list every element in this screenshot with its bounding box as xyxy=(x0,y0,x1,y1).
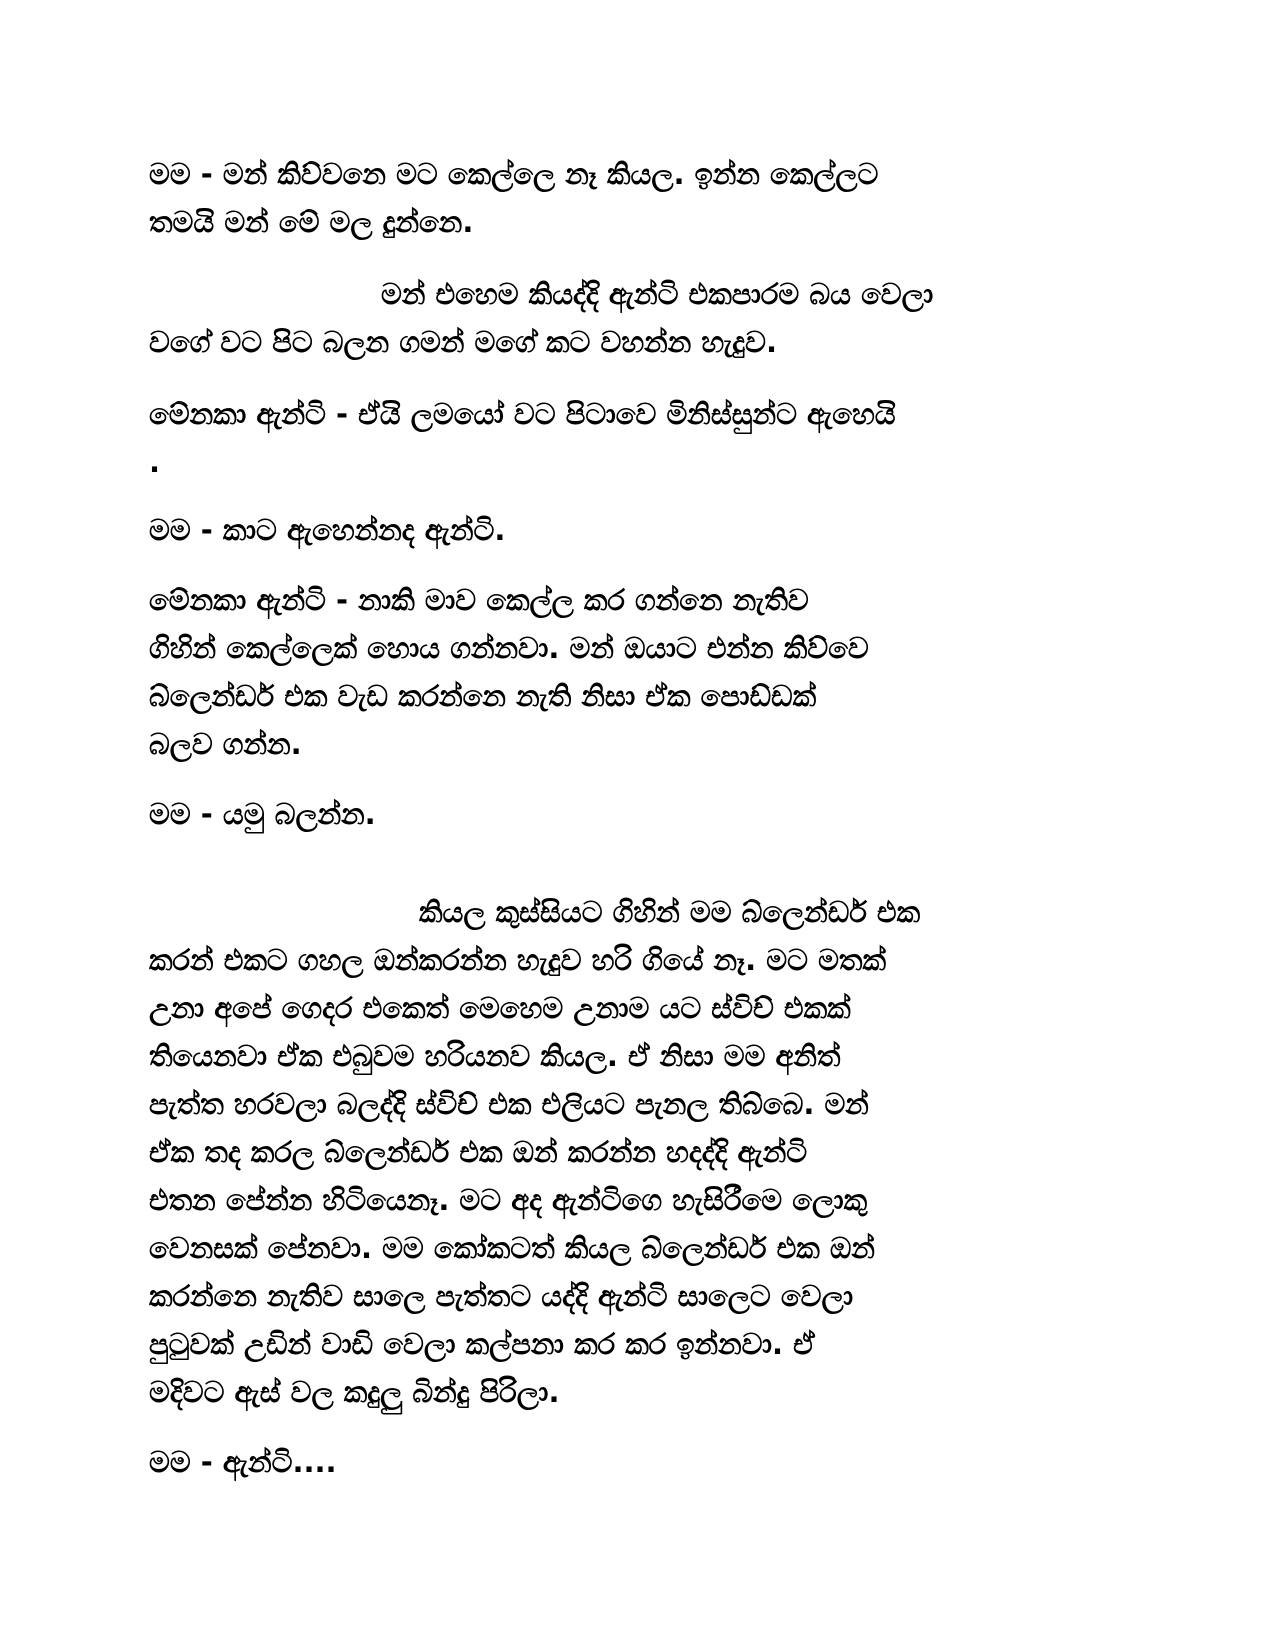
paragraph-dialogue-5 xyxy=(149,790,1109,838)
text-line: ගිහින් කෙල්ලෙක් හොය ගන්නවා. මන් ඔයාට එන්න කිව්වෙ xyxy=(149,631,869,665)
text-line: මම - මන් කිව්වනෙ මට කෙල්ලෙ නෑ කියල. ඉන්න කෙල්ලට xyxy=(149,157,879,191)
text-line: වගේ වට පිට බලන ගමන් මගේ කට වහන්න හැදුව. xyxy=(149,325,777,359)
text-line: මම - යමු බලන්න. xyxy=(149,797,376,831)
text-line: මදිවට ඇස් වල කදුලු බින්දු පිරිලා. xyxy=(149,1375,560,1409)
text-line: . xyxy=(149,445,161,479)
paragraph-dialogue-6 xyxy=(149,1438,1109,1486)
paragraph-dialogue-1 xyxy=(149,150,1109,246)
text-line: එතන පේන්න හිටියෙනෑ. මට අද ඇන්ටිගෙ හැසිරීමෙ ලොකු xyxy=(149,1183,868,1217)
paragraph-narration-2 xyxy=(149,888,1109,1416)
paragraph-dialogue-4 xyxy=(149,576,1109,768)
text-line: තියෙනවා ඒක එබුවම හරියනව කියල. ඒ නිසා මම අනිත් xyxy=(149,1039,841,1073)
text-line: තමයි මන් මේ මල දුන්නෙ. xyxy=(149,205,474,239)
text-line: කරන්නෙ නැතිව සාලෙ පැත්තට යද්දි ඇන්ටි සාලෙට වෙලා xyxy=(149,1279,854,1313)
text-line: පැත්ත හරවලා බලද්දි ස්විච් එක එලියට පැනල තිබ්බෙ. මන් xyxy=(149,1087,869,1121)
text-line: කියල කුස්සියට ගිහින් මම බ්ලෙන්ඩර් එක xyxy=(419,895,921,929)
text-line: මම - ඇන්ටි.... xyxy=(149,1445,337,1479)
text-line: වෙනසක් පේනවා. මම කෝකටත් කියල බ්ලෙන්ඩර් එක ඔන් xyxy=(149,1231,875,1265)
text-line: ඒක තද කරල බ්ලෙන්ඩර් එක ඔන් කරන්න හදද්දි ඇන්ටි xyxy=(149,1135,808,1169)
paragraph-dialogue-2 xyxy=(149,390,1109,486)
text-line: මේනකා ඇන්ටි - නාකි මාව කෙල්ල කර ගන්නෙ නැතිව xyxy=(149,583,809,617)
text-line: මම - කාට ඇහෙන්නද ඇන්ටි. xyxy=(149,513,506,547)
paragraph-dialogue-3 xyxy=(149,506,1109,554)
paragraph-narration-1 xyxy=(149,270,1109,366)
text-line: බ්ලෙන්ඩර් එක වැඩ කරන්නෙ නැති නිසා ඒක පොඩ්ඩක් xyxy=(149,679,817,713)
text-line: පුටුවක් උඩින් වාඩි වෙලා කල්පනා කර කර ඉන්නවා. ඒ xyxy=(149,1327,815,1361)
text-line: මන් එහෙම කියද්දි ඇන්ටි එකපාරම බය වෙලා xyxy=(381,277,934,311)
text-line: මේනකා ඇන්ටි - ඒයි ලමයෝ වට පිටාවෙ මිනිස්සුන්ට ඇහෙයි xyxy=(149,397,896,431)
text-line: උනා අපේ ගෙදර එකෙත් මෙහෙම උනාම යට ස්විච් එකක් xyxy=(149,991,851,1025)
document-body xyxy=(149,150,1109,1508)
text-line: කරන් එකට ගහල ඔන්කරන්න හැදුව හරි ගියේ නෑ. මට මතක් xyxy=(149,943,887,977)
text-line: බලව ගන්න. xyxy=(149,727,302,761)
